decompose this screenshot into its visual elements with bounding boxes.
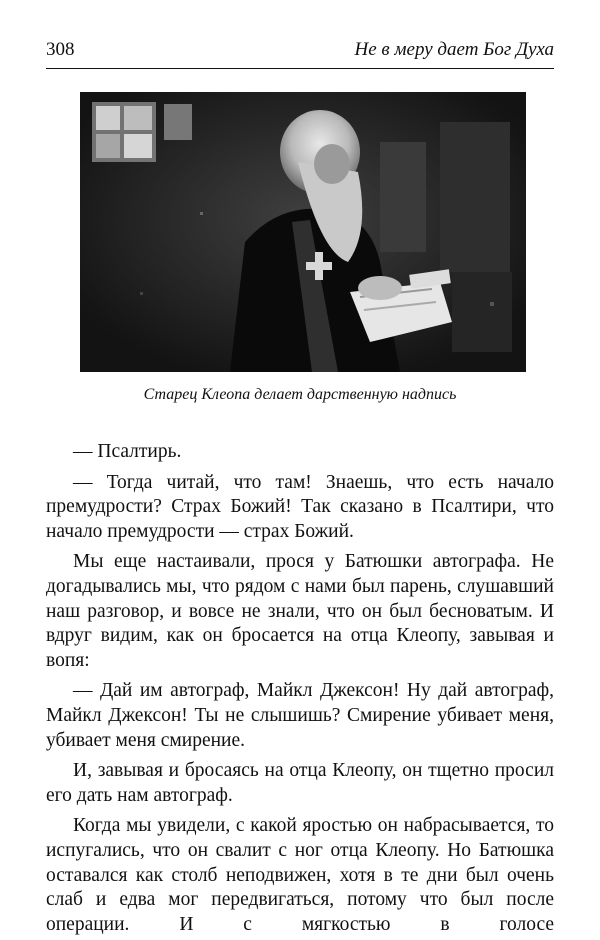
body-text — [46, 440, 554, 937]
page-number: 308 — [46, 39, 75, 60]
photo-caption: Старец Клеопа делает дарственную надпись — [143, 386, 457, 403]
paragraph: — Дай им автограф, Майкл Джексон! Ну дай автограф, Майкл Джексон! Ты не слышишь? Смирение убивает меня, убивает меня смирение. — [46, 680, 554, 751]
paragraph: Мы еще настаивали, прося у Батюшки автографа. Не догадывались мы, что рядом с нами был парень, слушавший наш разговор, и вовсе не знали, что он был бесноватым. И вдруг видим, как он бросается на отца Клеопу, завывая и вопя: — [46, 551, 554, 671]
paragraph: И, завывая и бросаясь на отца Клеопу, он тщетно просил его дать нам автограф. — [46, 760, 554, 806]
header-rule — [46, 68, 554, 69]
paragraph: Когда мы увидели, с какой яростью он набрасывается, то испугались, что он свалит с ног отца Клеопу. Но Батюшка оставался как столб неподвижен, хотя в те дни был очень слаб и едва мог передвигаться, потому что был после операции. И с мягкостью в голосе — [46, 815, 554, 935]
paragraph: — Тогда читай, что там! Знаешь, что есть начало премудрости? Страх Божий! Так сказано в Псалтири, что начало премудрости — страх Божий. — [46, 471, 554, 542]
running-header — [46, 38, 554, 62]
photo-elder-cleopa — [80, 92, 526, 372]
running-title: Не в меру дает Бог Духа — [354, 39, 554, 60]
paragraph: — Псалтирь. — [73, 441, 182, 462]
